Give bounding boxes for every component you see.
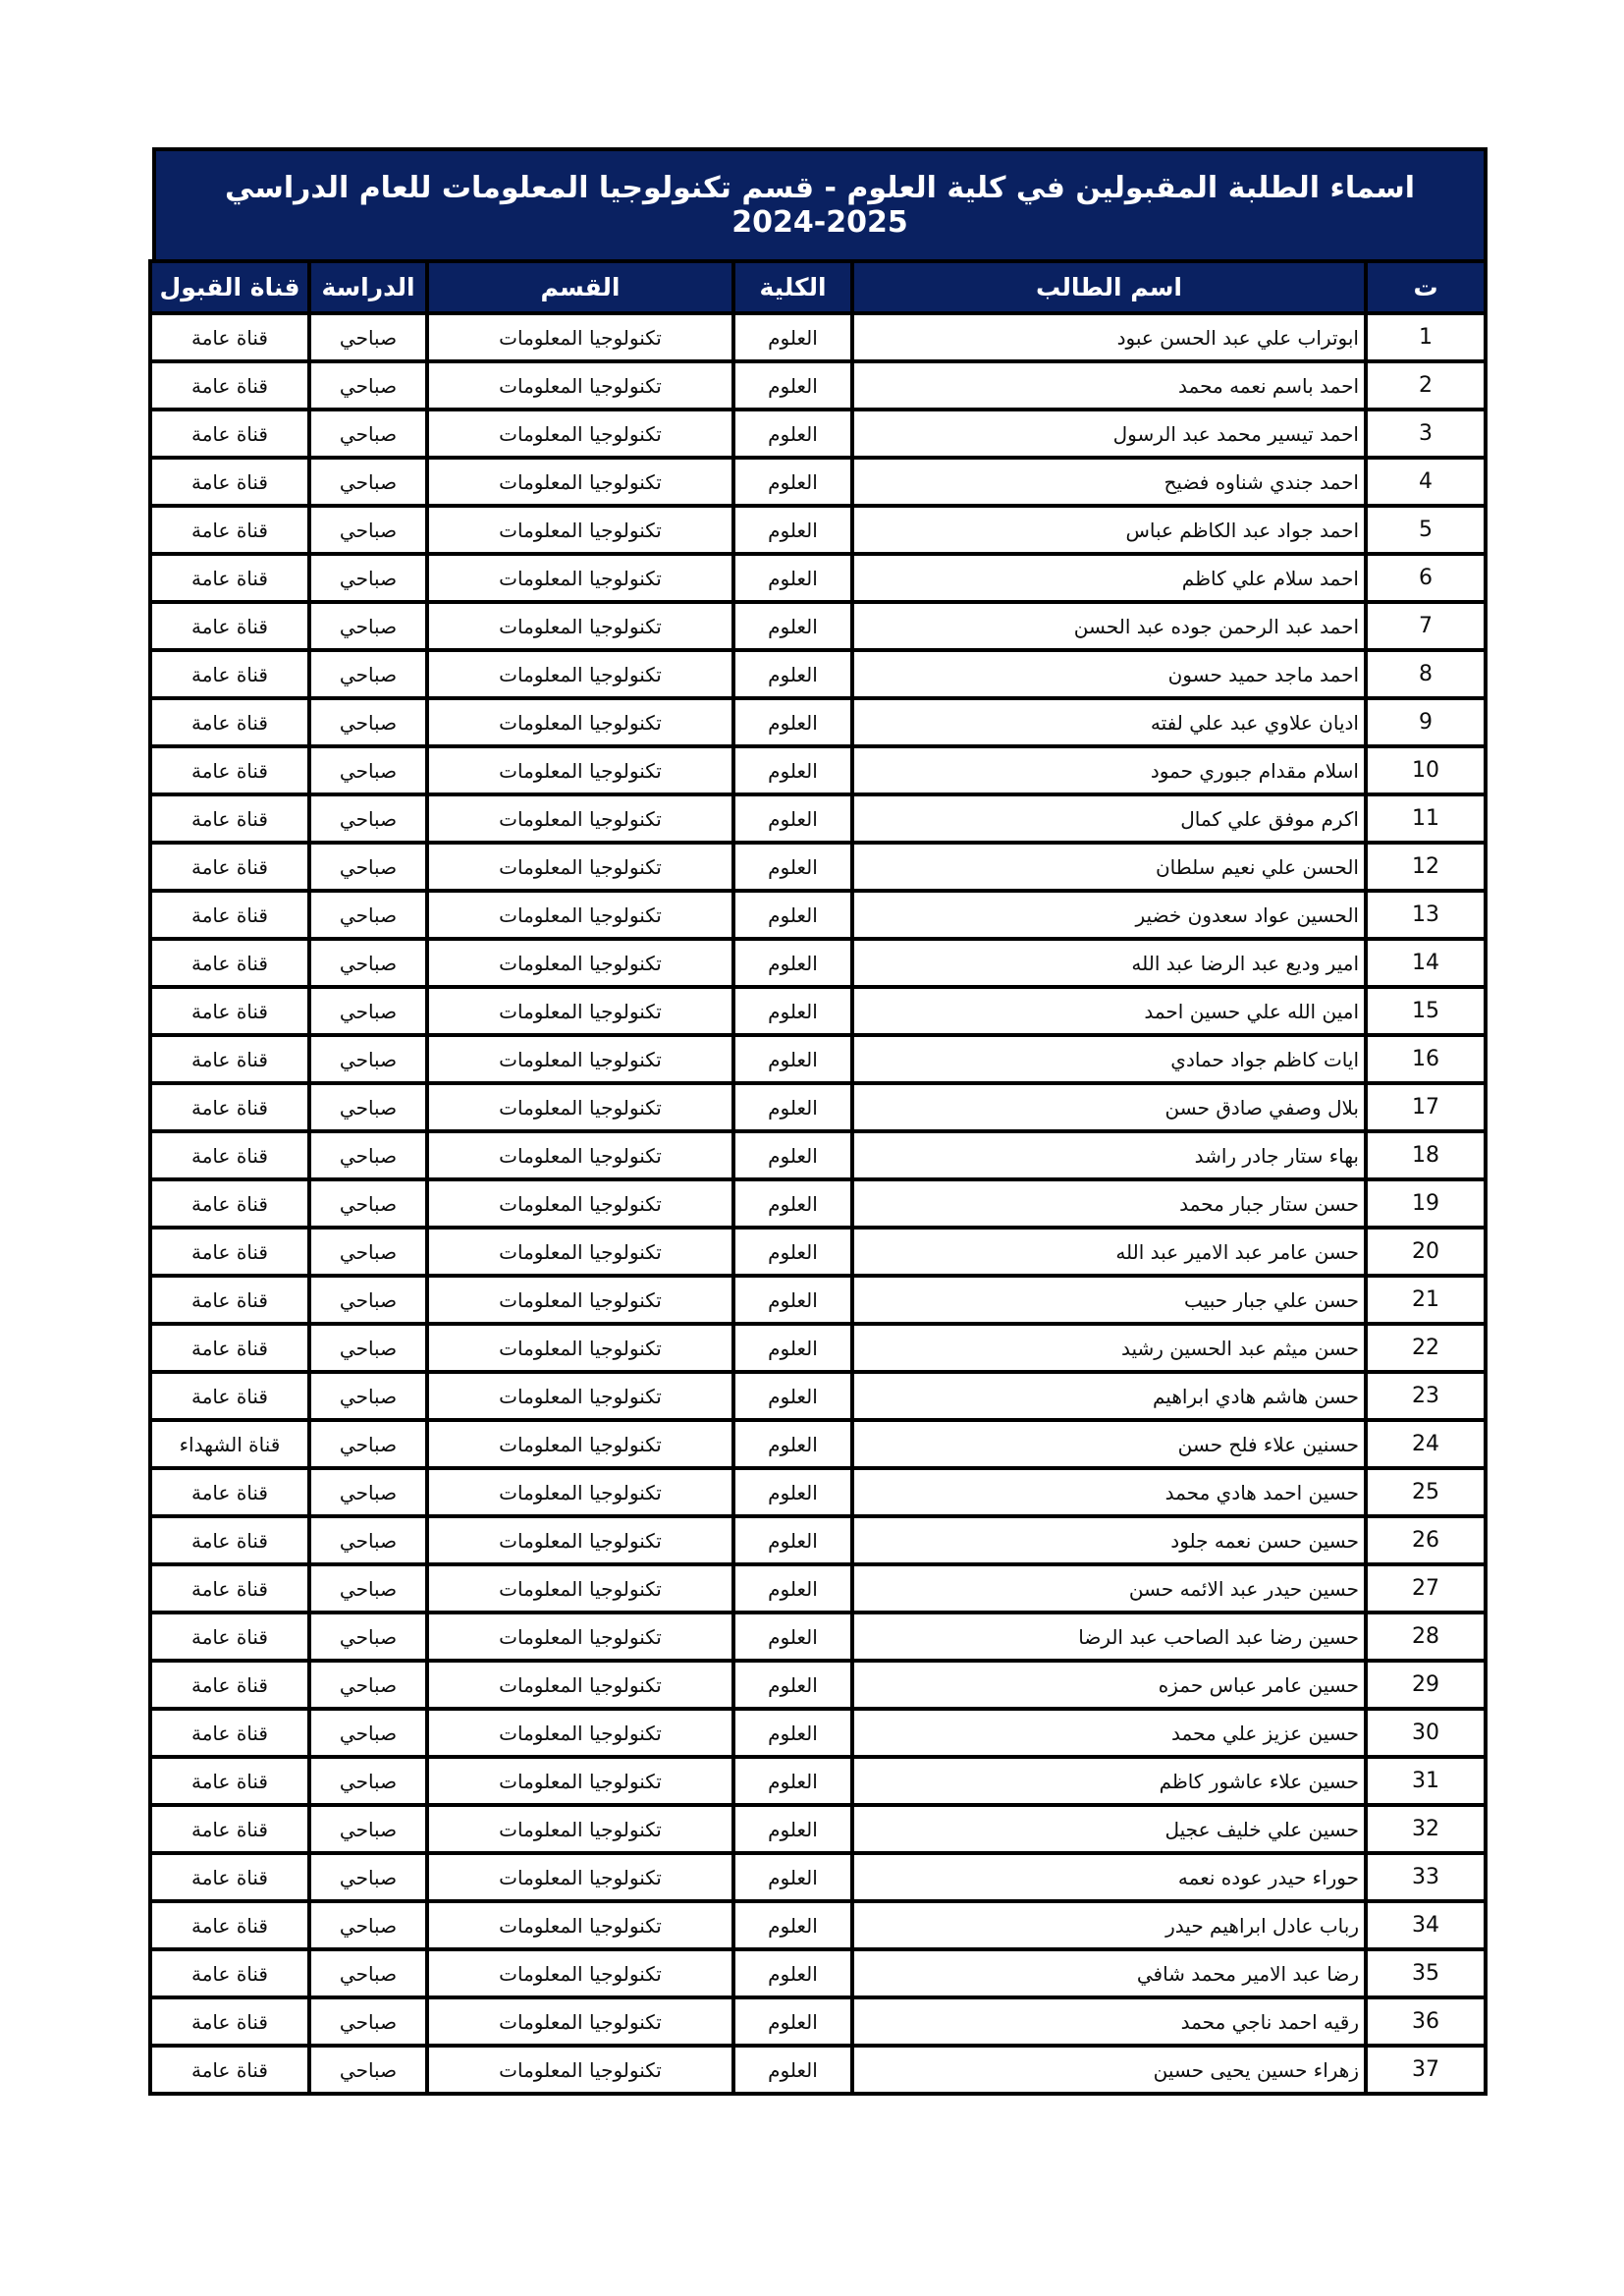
cell-study: صباحي xyxy=(309,1083,427,1131)
cell-study: صباحي xyxy=(309,939,427,987)
table-row xyxy=(150,313,1486,361)
cell-student-name: ابوتراب علي عبد الحسن عبود xyxy=(852,313,1366,361)
cell-department: تكنولوجيا المعلومات xyxy=(427,1276,733,1324)
cell-college: العلوم xyxy=(733,2046,852,2094)
cell-number: 10 xyxy=(1366,746,1486,794)
cell-department: تكنولوجيا المعلومات xyxy=(427,313,733,361)
cell-department: تكنولوجيا المعلومات xyxy=(427,361,733,410)
cell-college: العلوم xyxy=(733,1661,852,1709)
cell-college: العلوم xyxy=(733,891,852,939)
cell-student-name: احمد تيسير محمد عبد الرسول xyxy=(852,410,1366,458)
cell-admission-channel: قناة عامة xyxy=(150,1179,309,1228)
cell-study: صباحي xyxy=(309,1516,427,1564)
cell-study: صباحي xyxy=(309,1420,427,1468)
cell-college: العلوم xyxy=(733,313,852,361)
table-row xyxy=(150,1324,1486,1372)
cell-study: صباحي xyxy=(309,506,427,554)
table-row xyxy=(150,1613,1486,1661)
cell-department: تكنولوجيا المعلومات xyxy=(427,410,733,458)
table-row xyxy=(150,1564,1486,1613)
header-row xyxy=(150,261,1486,313)
cell-college: العلوم xyxy=(733,1949,852,1997)
cell-study: صباحي xyxy=(309,1757,427,1805)
table-row xyxy=(150,698,1486,746)
cell-study: صباحي xyxy=(309,1949,427,1997)
table-row xyxy=(150,1420,1486,1468)
cell-college: العلوم xyxy=(733,1516,852,1564)
cell-admission-channel: قناة عامة xyxy=(150,1901,309,1949)
cell-department: تكنولوجيا المعلومات xyxy=(427,1805,733,1853)
cell-study: صباحي xyxy=(309,2046,427,2094)
cell-department: تكنولوجيا المعلومات xyxy=(427,794,733,843)
cell-college: العلوم xyxy=(733,1564,852,1613)
cell-student-name: اسلام مقدام جبوري حمود xyxy=(852,746,1366,794)
cell-number: 29 xyxy=(1366,1661,1486,1709)
table-row xyxy=(150,1853,1486,1901)
cell-admission-channel: قناة عامة xyxy=(150,602,309,650)
cell-admission-channel: قناة عامة xyxy=(150,987,309,1035)
cell-number: 5 xyxy=(1366,506,1486,554)
cell-college: العلوم xyxy=(733,1805,852,1853)
cell-number: 28 xyxy=(1366,1613,1486,1661)
cell-admission-channel: قناة عامة xyxy=(150,1516,309,1564)
cell-number: 18 xyxy=(1366,1131,1486,1179)
cell-college: العلوم xyxy=(733,650,852,698)
cell-admission-channel: قناة عامة xyxy=(150,939,309,987)
cell-number: 2 xyxy=(1366,361,1486,410)
cell-number: 25 xyxy=(1366,1468,1486,1516)
cell-college: العلوم xyxy=(733,987,852,1035)
cell-number: 35 xyxy=(1366,1949,1486,1997)
cell-department: تكنولوجيا المعلومات xyxy=(427,2046,733,2094)
cell-admission-channel: قناة عامة xyxy=(150,410,309,458)
cell-admission-channel: قناة عامة xyxy=(150,794,309,843)
cell-student-name: امير وديع عبد الرضا عبد الله xyxy=(852,939,1366,987)
cell-study: صباحي xyxy=(309,602,427,650)
cell-student-name: احمد جواد عبد الكاظم عباس xyxy=(852,506,1366,554)
cell-college: العلوم xyxy=(733,1324,852,1372)
cell-college: العلوم xyxy=(733,1179,852,1228)
cell-student-name: بهاء ستار جادر راشد xyxy=(852,1131,1366,1179)
cell-admission-channel: قناة الشهداء xyxy=(150,1420,309,1468)
cell-admission-channel: قناة عامة xyxy=(150,891,309,939)
table-row xyxy=(150,746,1486,794)
cell-number: 26 xyxy=(1366,1516,1486,1564)
cell-number: 15 xyxy=(1366,987,1486,1035)
cell-student-name: حسن ميثم عبد الحسين رشيد xyxy=(852,1324,1366,1372)
cell-number: 11 xyxy=(1366,794,1486,843)
table-row xyxy=(150,1901,1486,1949)
table-row xyxy=(150,2046,1486,2094)
cell-number: 17 xyxy=(1366,1083,1486,1131)
cell-study: صباحي xyxy=(309,891,427,939)
cell-admission-channel: قناة عامة xyxy=(150,1661,309,1709)
cell-student-name: حسين علي خليف عجيل xyxy=(852,1805,1366,1853)
cell-college: العلوم xyxy=(733,458,852,506)
cell-number: 3 xyxy=(1366,410,1486,458)
cell-student-name: ايات كاظم جواد حمادي xyxy=(852,1035,1366,1083)
cell-college: العلوم xyxy=(733,1372,852,1420)
table-row xyxy=(150,1709,1486,1757)
cell-number: 9 xyxy=(1366,698,1486,746)
cell-department: تكنولوجيا المعلومات xyxy=(427,554,733,602)
cell-department: تكنولوجيا المعلومات xyxy=(427,1131,733,1179)
cell-admission-channel: قناة عامة xyxy=(150,1949,309,1997)
cell-department: تكنولوجيا المعلومات xyxy=(427,650,733,698)
cell-department: تكنولوجيا المعلومات xyxy=(427,1372,733,1420)
cell-number: 14 xyxy=(1366,939,1486,987)
cell-number: 13 xyxy=(1366,891,1486,939)
cell-student-name: رباب عادل ابراهيم حيدر xyxy=(852,1901,1366,1949)
cell-department: تكنولوجيا المعلومات xyxy=(427,1949,733,1997)
cell-student-name: حسين احمد هادي محمد xyxy=(852,1468,1366,1516)
cell-admission-channel: قناة عامة xyxy=(150,1083,309,1131)
table-row xyxy=(150,1276,1486,1324)
cell-department: تكنولوجيا المعلومات xyxy=(427,1709,733,1757)
cell-admission-channel: قناة عامة xyxy=(150,1564,309,1613)
cell-study: صباحي xyxy=(309,554,427,602)
cell-admission-channel: قناة عامة xyxy=(150,1228,309,1276)
cell-student-name: حسين حسن نعمه جلود xyxy=(852,1516,1366,1564)
column-header-college: الكلية xyxy=(733,261,852,313)
cell-department: تكنولوجيا المعلومات xyxy=(427,602,733,650)
table-row xyxy=(150,1372,1486,1420)
cell-study: صباحي xyxy=(309,313,427,361)
cell-study: صباحي xyxy=(309,843,427,891)
cell-admission-channel: قناة عامة xyxy=(150,650,309,698)
table-row xyxy=(150,554,1486,602)
cell-number: 4 xyxy=(1366,458,1486,506)
cell-college: العلوم xyxy=(733,1035,852,1083)
cell-department: تكنولوجيا المعلومات xyxy=(427,843,733,891)
students-table-header xyxy=(150,261,1486,313)
table-row xyxy=(150,987,1486,1035)
cell-study: صباحي xyxy=(309,987,427,1035)
cell-student-name: زهراء حسين يحيى حسين xyxy=(852,2046,1366,2094)
cell-number: 6 xyxy=(1366,554,1486,602)
cell-college: العلوم xyxy=(733,1131,852,1179)
cell-student-name: رقيه احمد ناجي محمد xyxy=(852,1997,1366,2046)
table-row xyxy=(150,410,1486,458)
table-row xyxy=(150,602,1486,650)
cell-study: صباحي xyxy=(309,1613,427,1661)
cell-study: صباحي xyxy=(309,410,427,458)
cell-study: صباحي xyxy=(309,1853,427,1901)
cell-study: صباحي xyxy=(309,746,427,794)
table-row xyxy=(150,1805,1486,1853)
report-title: اسماء الطلبة المقبولين في كلية العلوم - قسم تكنولوجيا المعلومات للعام الدراسي 2025-2024 xyxy=(224,171,1416,240)
table-row xyxy=(150,1131,1486,1179)
table-row xyxy=(150,1516,1486,1564)
cell-number: 20 xyxy=(1366,1228,1486,1276)
cell-number: 12 xyxy=(1366,843,1486,891)
cell-number: 23 xyxy=(1366,1372,1486,1420)
column-header-department: القسم xyxy=(427,261,733,313)
cell-number: 1 xyxy=(1366,313,1486,361)
cell-admission-channel: قناة عامة xyxy=(150,313,309,361)
table-row xyxy=(150,1949,1486,1997)
table-row xyxy=(150,650,1486,698)
cell-department: تكنولوجيا المعلومات xyxy=(427,458,733,506)
cell-student-name: احمد عبد الرحمن جوده عبد الحسن xyxy=(852,602,1366,650)
cell-college: العلوم xyxy=(733,1276,852,1324)
cell-college: العلوم xyxy=(733,1468,852,1516)
cell-admission-channel: قناة عامة xyxy=(150,1613,309,1661)
cell-student-name: حسين رضا عبد الصاحب عبد الرضا xyxy=(852,1613,1366,1661)
cell-number: 32 xyxy=(1366,1805,1486,1853)
cell-admission-channel: قناة عامة xyxy=(150,1276,309,1324)
cell-college: العلوم xyxy=(733,1997,852,2046)
table-row xyxy=(150,891,1486,939)
cell-department: تكنولوجيا المعلومات xyxy=(427,1564,733,1613)
cell-college: العلوم xyxy=(733,1709,852,1757)
cell-number: 34 xyxy=(1366,1901,1486,1949)
table-row xyxy=(150,843,1486,891)
cell-student-name: حسن عامر عبد الامير عبد الله xyxy=(852,1228,1366,1276)
cell-department: تكنولوجيا المعلومات xyxy=(427,1324,733,1372)
students-table xyxy=(148,259,1488,2096)
cell-study: صباحي xyxy=(309,458,427,506)
cell-study: صباحي xyxy=(309,361,427,410)
cell-number: 22 xyxy=(1366,1324,1486,1372)
table-row xyxy=(150,1179,1486,1228)
cell-college: العلوم xyxy=(733,554,852,602)
cell-college: العلوم xyxy=(733,1420,852,1468)
cell-admission-channel: قناة عامة xyxy=(150,361,309,410)
cell-department: تكنولوجيا المعلومات xyxy=(427,987,733,1035)
cell-admission-channel: قناة عامة xyxy=(150,1757,309,1805)
cell-department: تكنولوجيا المعلومات xyxy=(427,1420,733,1468)
cell-study: صباحي xyxy=(309,1901,427,1949)
cell-department: تكنولوجيا المعلومات xyxy=(427,1901,733,1949)
cell-study: صباحي xyxy=(309,1324,427,1372)
cell-college: العلوم xyxy=(733,1853,852,1901)
cell-number: 24 xyxy=(1366,1420,1486,1468)
cell-student-name: حسين علاء عاشور كاظم xyxy=(852,1757,1366,1805)
cell-study: صباحي xyxy=(309,1276,427,1324)
table-row xyxy=(150,1468,1486,1516)
cell-number: 21 xyxy=(1366,1276,1486,1324)
table-row xyxy=(150,1757,1486,1805)
cell-student-name: حسن علي جبار حبيب xyxy=(852,1276,1366,1324)
cell-number: 30 xyxy=(1366,1709,1486,1757)
cell-study: صباحي xyxy=(309,1372,427,1420)
cell-department: تكنولوجيا المعلومات xyxy=(427,1083,733,1131)
cell-number: 36 xyxy=(1366,1997,1486,2046)
cell-department: تكنولوجيا المعلومات xyxy=(427,1661,733,1709)
cell-college: العلوم xyxy=(733,602,852,650)
cell-student-name: حوراء حيدر عوده نعمه xyxy=(852,1853,1366,1901)
cell-student-name: حسين عامر عباس حمزه xyxy=(852,1661,1366,1709)
cell-department: تكنولوجيا المعلومات xyxy=(427,1228,733,1276)
table-row xyxy=(150,1661,1486,1709)
cell-department: تكنولوجيا المعلومات xyxy=(427,746,733,794)
students-table-body xyxy=(150,313,1486,2094)
cell-student-name: حسين حيدر عبد الائمه حسن xyxy=(852,1564,1366,1613)
cell-admission-channel: قناة عامة xyxy=(150,1324,309,1372)
cell-student-name: بلال وصفي صادق حسن xyxy=(852,1083,1366,1131)
cell-college: العلوم xyxy=(733,1083,852,1131)
table-row xyxy=(150,1035,1486,1083)
cell-admission-channel: قناة عامة xyxy=(150,746,309,794)
table-row xyxy=(150,361,1486,410)
cell-admission-channel: قناة عامة xyxy=(150,554,309,602)
column-header-admission-channel: قناة القبول xyxy=(150,261,309,313)
report-sheet xyxy=(152,147,1488,2096)
cell-study: صباحي xyxy=(309,1131,427,1179)
cell-number: 37 xyxy=(1366,2046,1486,2094)
cell-student-name: رضا عبد الامير محمد شافي xyxy=(852,1949,1366,1997)
cell-admission-channel: قناة عامة xyxy=(150,458,309,506)
cell-number: 27 xyxy=(1366,1564,1486,1613)
cell-study: صباحي xyxy=(309,650,427,698)
cell-study: صباحي xyxy=(309,1661,427,1709)
cell-student-name: الحسن علي نعيم سلطان xyxy=(852,843,1366,891)
cell-study: صباحي xyxy=(309,1468,427,1516)
cell-department: تكنولوجيا المعلومات xyxy=(427,506,733,554)
table-row xyxy=(150,1228,1486,1276)
cell-department: تكنولوجيا المعلومات xyxy=(427,891,733,939)
table-row xyxy=(150,794,1486,843)
cell-admission-channel: قناة عامة xyxy=(150,843,309,891)
cell-admission-channel: قناة عامة xyxy=(150,506,309,554)
cell-college: العلوم xyxy=(733,939,852,987)
column-header-study: الدراسة xyxy=(309,261,427,313)
cell-department: تكنولوجيا المعلومات xyxy=(427,1613,733,1661)
cell-college: العلوم xyxy=(733,1613,852,1661)
cell-student-name: حسنين علاء فلح حسن xyxy=(852,1420,1366,1468)
table-row xyxy=(150,1083,1486,1131)
column-header-number: ت xyxy=(1366,261,1486,313)
cell-student-name: احمد سلام علي كاظم xyxy=(852,554,1366,602)
report-title-bar xyxy=(152,147,1488,263)
cell-study: صباحي xyxy=(309,1709,427,1757)
cell-department: تكنولوجيا المعلومات xyxy=(427,939,733,987)
cell-student-name: امين الله علي حسين احمد xyxy=(852,987,1366,1035)
cell-student-name: احمد جندي شناوه فضيح xyxy=(852,458,1366,506)
cell-number: 8 xyxy=(1366,650,1486,698)
cell-study: صباحي xyxy=(309,1564,427,1613)
cell-number: 7 xyxy=(1366,602,1486,650)
cell-college: العلوم xyxy=(733,1228,852,1276)
cell-student-name: حسن ستار جبار محمد xyxy=(852,1179,1366,1228)
cell-admission-channel: قناة عامة xyxy=(150,1035,309,1083)
cell-number: 19 xyxy=(1366,1179,1486,1228)
cell-college: العلوم xyxy=(733,794,852,843)
cell-admission-channel: قناة عامة xyxy=(150,1805,309,1853)
cell-admission-channel: قناة عامة xyxy=(150,2046,309,2094)
cell-student-name: حسين عزيز علي محمد xyxy=(852,1709,1366,1757)
cell-college: العلوم xyxy=(733,746,852,794)
cell-study: صباحي xyxy=(309,794,427,843)
cell-student-name: احمد ماجد حميد حسون xyxy=(852,650,1366,698)
cell-college: العلوم xyxy=(733,1757,852,1805)
cell-department: تكنولوجيا المعلومات xyxy=(427,1997,733,2046)
cell-number: 31 xyxy=(1366,1757,1486,1805)
cell-department: تكنولوجيا المعلومات xyxy=(427,1179,733,1228)
cell-student-name: اكرم موفق علي كمال xyxy=(852,794,1366,843)
table-row xyxy=(150,1997,1486,2046)
cell-department: تكنولوجيا المعلومات xyxy=(427,1468,733,1516)
cell-study: صباحي xyxy=(309,1805,427,1853)
cell-admission-channel: قناة عامة xyxy=(150,698,309,746)
cell-college: العلوم xyxy=(733,361,852,410)
cell-admission-channel: قناة عامة xyxy=(150,1853,309,1901)
cell-student-name: احمد باسم نعمه محمد xyxy=(852,361,1366,410)
cell-number: 33 xyxy=(1366,1853,1486,1901)
cell-college: العلوم xyxy=(733,410,852,458)
cell-college: العلوم xyxy=(733,698,852,746)
cell-study: صباحي xyxy=(309,698,427,746)
cell-department: تكنولوجيا المعلومات xyxy=(427,1853,733,1901)
table-row xyxy=(150,506,1486,554)
cell-student-name: الحسين عواد سعدون خضير xyxy=(852,891,1366,939)
cell-admission-channel: قناة عامة xyxy=(150,1468,309,1516)
cell-study: صباحي xyxy=(309,1179,427,1228)
cell-student-name: حسن هاشم هادي ابراهيم xyxy=(852,1372,1366,1420)
cell-college: العلوم xyxy=(733,1901,852,1949)
cell-study: صباحي xyxy=(309,1035,427,1083)
cell-department: تكنولوجيا المعلومات xyxy=(427,698,733,746)
cell-study: صباحي xyxy=(309,1228,427,1276)
cell-college: العلوم xyxy=(733,843,852,891)
cell-admission-channel: قناة عامة xyxy=(150,1709,309,1757)
column-header-student-name: اسم الطالب xyxy=(852,261,1366,313)
cell-department: تكنولوجيا المعلومات xyxy=(427,1757,733,1805)
cell-department: تكنولوجيا المعلومات xyxy=(427,1516,733,1564)
cell-number: 16 xyxy=(1366,1035,1486,1083)
table-row xyxy=(150,458,1486,506)
cell-admission-channel: قناة عامة xyxy=(150,1131,309,1179)
cell-admission-channel: قناة عامة xyxy=(150,1372,309,1420)
cell-department: تكنولوجيا المعلومات xyxy=(427,1035,733,1083)
cell-college: العلوم xyxy=(733,506,852,554)
table-row xyxy=(150,939,1486,987)
cell-study: صباحي xyxy=(309,1997,427,2046)
cell-student-name: اديان علاوي عبد علي لفته xyxy=(852,698,1366,746)
cell-admission-channel: قناة عامة xyxy=(150,1997,309,2046)
